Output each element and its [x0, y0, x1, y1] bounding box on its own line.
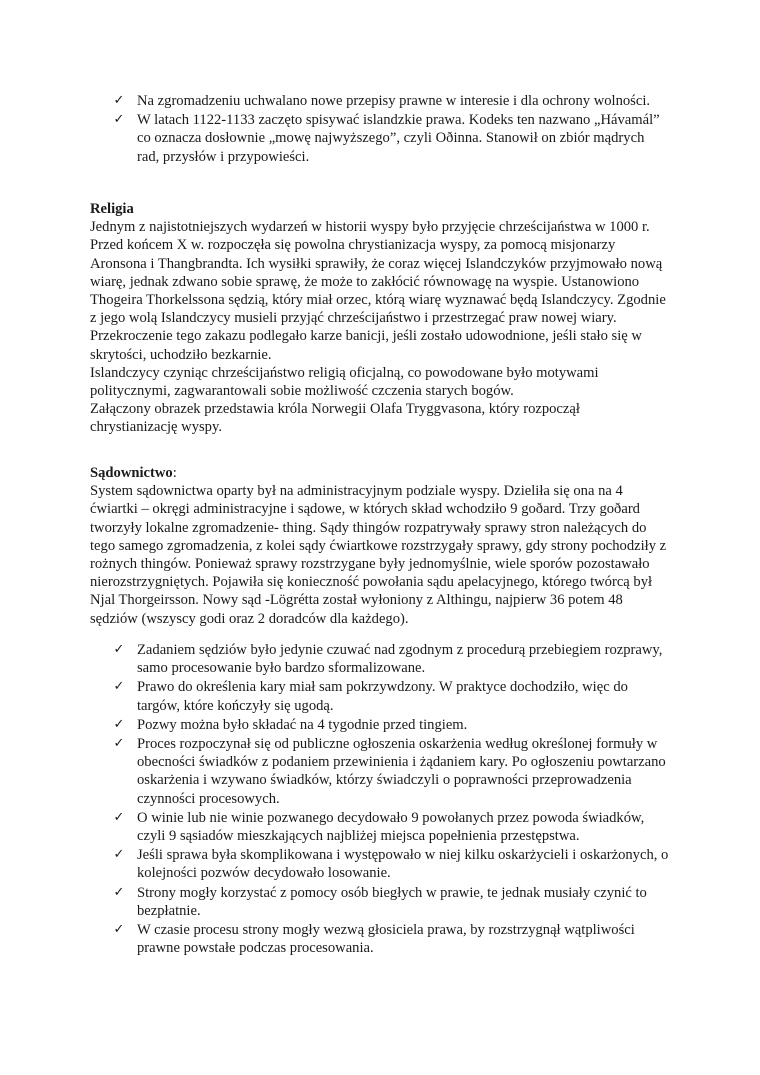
list-item [0, 809, 760, 845]
list-item-text: O winie lub nie winie pozwanego decydowało 9 powołanych przez powoda świadków, czyli 9 sąsiadów mieszkających najbliżej miejsca popełnienia przestępstwa. [137, 809, 645, 845]
list-item-text: Pozwy można było składać na 4 tygodnie przed tingiem. [137, 716, 468, 733]
list-item [0, 735, 760, 808]
list-item [0, 111, 760, 166]
checkmark-icon: ✓ [113, 809, 125, 825]
list-item [0, 846, 760, 882]
checkmark-icon: ✓ [113, 922, 125, 938]
checkmark-icon: ✓ [113, 716, 125, 732]
list-item [0, 921, 760, 957]
list-item [0, 716, 760, 734]
checkmark-icon: ✓ [113, 884, 125, 900]
list-item-text: Zadaniem sędziów było jedynie czuwać nad zgodnym z procedurą przebiegiem rozprawy, samo procesowanie było bardzo sformalizowane. [137, 642, 663, 677]
list-item-text: W latach 1122-1133 zaczęto spisywać islandzkie prawa. Kodeks ten nazwano „Hávamál” co oznacza dosłownie „mowę najwyższego”, czyli Oðinna. Stanowił on zbiór mądrych rad, przysłów i przypowieści. [137, 112, 660, 165]
sadownictwo-bullet-list [0, 641, 760, 957]
checkmark-icon: ✓ [113, 847, 125, 863]
checkmark-icon: ✓ [113, 679, 125, 695]
list-item-text: Prawo do określenia kary miał sam pokrzywdzony. W praktyce dochodziło, więc do targów, które kończyły się ugodą. [137, 679, 628, 714]
list-item-text: W czasie procesu strony mogły wezwą głosiciela prawa, by rozstrzygnął wątpliwości prawne powstałe podczas procesowania. [137, 922, 635, 957]
section-heading-religia: Religia [90, 201, 134, 217]
list-item [0, 884, 760, 920]
checkmark-icon: ✓ [113, 736, 125, 752]
paragraph: Załączony obrazek przedstawia króla Norwegii Olafa Tryggvasona, który rozpoczął chrystianizację wyspy. [90, 401, 580, 436]
paragraph: System sądownictwa oparty był na administracyjnym podziale wyspy. Dzieliła się ona na 4 ćwiartki – okręgi administracyjne i sądowe, w których skład wchodziło 9 goðard. Trzy goðard tworzyły lokalne zgromadzenie- thing. Sądy thingów rozpatrywały sprawy stron należących do tego samego zgromadzenia, z kolei sądy ćwiartkowe rozstrzygały sprawy, gdy strony pochodziły z rożnych thingów. Ponieważ sprawy rozstrzygane były jednomyślnie, wiele sporów pozostawało nierozstrzygniętych. Pojawiła się konieczność powołania sądu apelacyjnego, którego twórcą był Njal Thorgeirsson. Nowy sąd -Lögrétta został wyłoniony z Althingu, najpierw 36 potem 48 sędziów (wszyscy godi oraz 2 doradców dla każdego). [90, 483, 667, 627]
religia-section [90, 200, 670, 437]
list-item [0, 641, 760, 677]
list-item [0, 92, 760, 110]
paragraph: Jednym z najistotniejszych wydarzeń w historii wyspy było przyjęcie chrześcijaństwa w 1000 r. Przed końcem X w. rozpoczęła się powolna chrystianizacja wyspy, za pomocą misjonarzy Aronsona i Thangbrandta. Ich wysiłki sprawiły, że coraz więcej Islandczyków przyjmowało nową wiarę, jednak zdwano sobie sprawę, że może to zakłócić równowagę na wyspie. Ustanowiono Thogeira Thorkelssona sędzią, który miał orzec, którą wiarę wyznawać będą Islandczycy. Zgodnie z jego wolą Islandczycy musieli przyjąć chrześcijaństwo i przestrzegać praw nowej wiary. Przekroczenie tego zakazu podlegało karze banicji, jeśli zostało udowodnione, jeśli stało się w skrytości, uchodziło bezkarnie. [90, 219, 666, 363]
list-item-text: Proces rozpoczynał się od publiczne ogłoszenia oskarżenia według określonej formuły w obecności świadków z podaniem przewinienia i żądaniem kary. Po ogłoszeniu powtarzano oskarżenia i wzywano świadków, którzy świadczyli o poprawności przeprowadzenia czynności procesowych. [137, 736, 666, 807]
list-item-text: Na zgromadzeniu uchwalano nowe przepisy prawne w interesie i dla ochrony wolności. [137, 93, 651, 109]
heading-text: Sądownictwo [90, 465, 173, 481]
list-item [0, 678, 760, 714]
checkmark-icon: ✓ [113, 642, 125, 657]
section-heading-sadownictwo [90, 464, 670, 482]
list-item-text: Jeśli sprawa była skomplikowana i występowało w niej kilku oskarżycieli i oskarżonych, o kolejności pozwów decydowało losowanie. [137, 847, 669, 882]
checkmark-icon: ✓ [113, 112, 125, 128]
paragraph: Islandczycy czyniąc chrześcijaństwo religią oficjalną, co powodowane było motywami politycznymi, zagwarantowali sobie możliwość czczenia starych bogów. [90, 364, 599, 400]
checkmark-icon: ✓ [113, 93, 125, 108]
list-item-text: Strony mogły korzystać z pomocy osób biegłych w prawie, te jednak musiały czynić to bezpłatnie. [137, 884, 647, 919]
heading-colon: : [172, 465, 177, 481]
sadownictwo-section [90, 464, 670, 628]
top-bullet-list [0, 92, 760, 166]
